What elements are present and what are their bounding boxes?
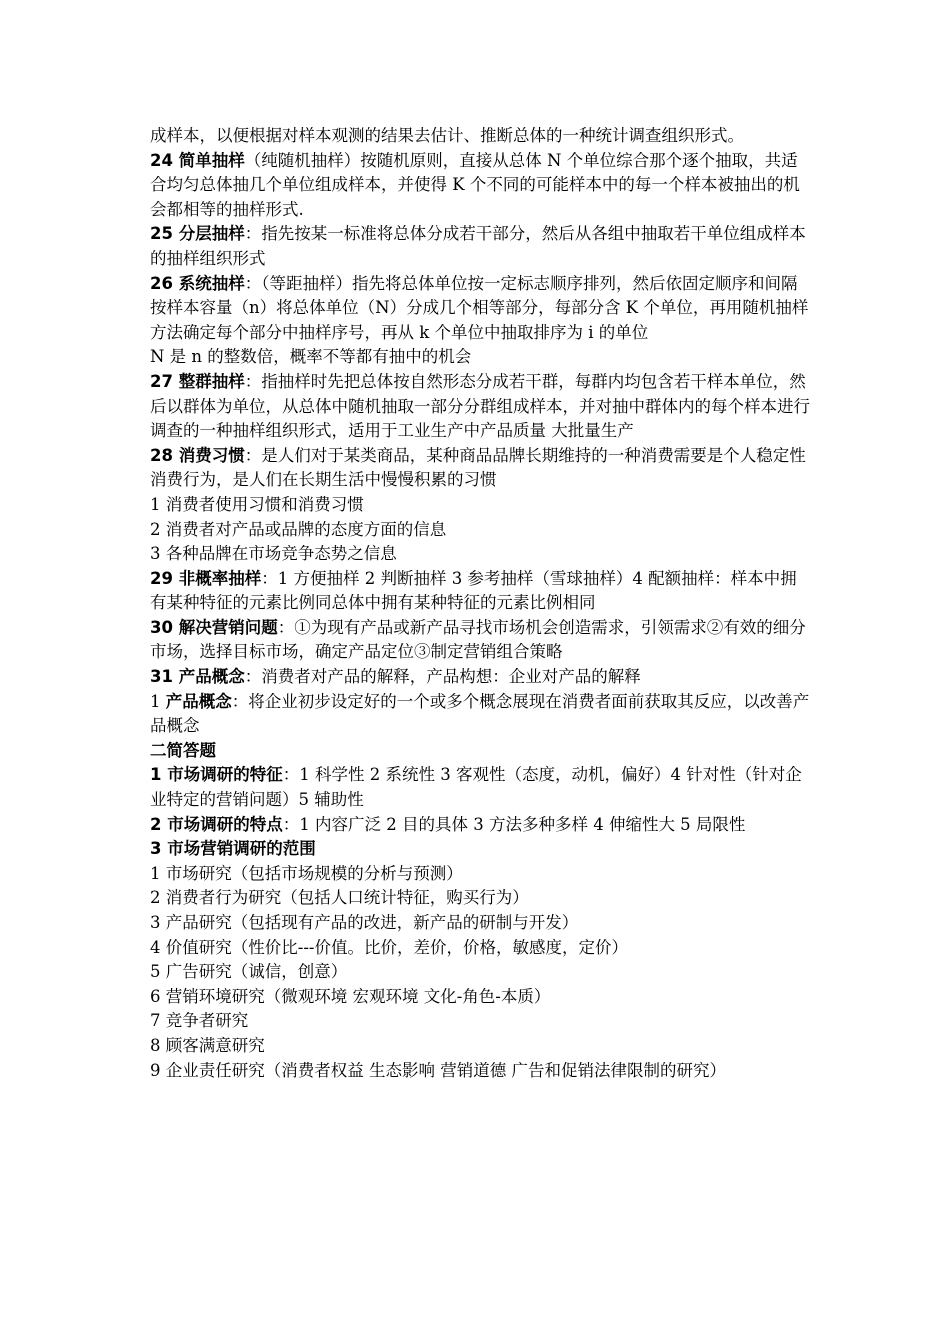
list-item-text: 7 竞争者研究 [150,1011,249,1031]
section-heading: 二简答题 [150,740,216,760]
list-item [150,493,810,518]
paragraph-text: ：指先按某一标准将总体分成若干部分，然后从各组中抽取若干单位组成样本的抽样组织形式 [150,224,806,268]
list-item-text: 4 价值研究（性价比---价值。比价，差价，价格，敏感度，定价） [150,937,628,957]
question-research-scope [150,837,810,862]
list-item [150,1059,810,1084]
term-heading: 28 消费习惯 [150,445,245,465]
list-item [150,862,810,887]
term-heading: 产品概念 [165,691,232,711]
list-item [150,542,810,567]
list-item [150,1009,810,1034]
paragraph-simple-sampling [150,149,810,223]
paragraph-text: N 是 n 的整数倍，概率不等都有抽中的机会 [150,347,472,367]
list-item-text: 3 各种品牌在市场竞争态势之信息 [150,544,397,564]
paragraph-systematic-sampling [150,272,810,346]
paragraph-text: ：1 内容广泛 2 目的具体 3 方法多种多样 4 伸缩性大 5 局限性 [282,814,746,834]
term-heading: 3 市场营销调研的范围 [150,839,316,859]
section-heading-short-answer [150,739,810,764]
term-heading: 26 系统抽样 [150,273,245,293]
paragraph-text: ：将企业初步设定好的一个或多个概念展现在消费者面前获取其反应，以改善产品概念 [150,691,810,736]
paragraph-systematic-note [150,345,810,370]
term-heading: 2 市场调研的特点 [150,814,283,834]
paragraph-text: ：是人们对于某类商品，某种商品品牌长期维持的一种消费需要是个人稳定性消费行为，是人们在长期生活中慢慢积累的习惯 [150,445,806,490]
paragraph-consumption-habit [150,444,810,493]
paragraph-text: ：1 方便抽样 2 判断抽样 3 参考抽样（雪球抽样）4 配额抽样：样本中拥有某种特征的元素比例同总体中拥有某种特征的元素比例相同 [150,568,797,613]
list-item-text: 1 消费者使用习惯和消费习惯 [150,494,364,514]
list-item-text: 2 消费者行为研究（包括人口统计特征，购买行为） [150,888,529,908]
list-item-text: 1 市场研究（包括市场规模的分析与预测） [150,863,463,883]
list-item-text: 5 广告研究（诚信，创意） [150,962,348,982]
paragraph-text: ：（等距抽样）指先将总体单位按一定标志顺序排列，然后依固定顺序和间隔按样本容量（n）将总体单位（N）分成几个相等部分，每部分含 K 个单位，再用随机抽样方法确定每个部分中抽样序号，再从 k 个单位中抽取排序为 i 的单位 [150,273,809,342]
list-item [150,518,810,543]
paragraph-product-concept [150,665,810,690]
paragraph-text: ：1 科学性 2 系统性 3 客观性（态度，动机，偏好）4 针对性（针对企业特定的营销问题）5 辅助性 [150,765,802,810]
list-item-text: 6 营销环境研究（微观环境 宏观环境 文化-角色-本质） [150,986,551,1006]
list-item-text: 9 企业责任研究（消费者权益 生态影响 营销道德 广告和促销法律限制的研究） [150,1060,726,1080]
paragraph-product-concept-test [150,690,810,739]
term-heading: 31 产品概念 [150,667,245,687]
list-item [150,886,810,911]
list-item [150,985,810,1010]
paragraph-text: （纯随机抽样）按随机原则，直接从总体 N 个单位综合那个逐个抽取，共适合均匀总体抽几个单位组成样本，并使得 K 个不同的可能样本中的每一个样本被抽出的机会都相等的抽样形式. [150,150,800,219]
list-item [150,936,810,961]
paragraph-text: ：①为现有产品或新产品寻找市场机会创造需求，引领需求②有效的细分市场，选择目标市场，确定产品定位③制定营销组合策略 [150,617,806,662]
paragraph-cluster-sampling [150,370,810,444]
list-item-text: 8 顾客满意研究 [150,1035,265,1055]
paragraph-nonprobability-sampling [150,567,810,616]
list-number: 1 [150,691,166,711]
paragraph-text: ：指抽样时先把总体按自然形态分成若干群，每群内均包含若干样本单位，然后以群体为单位，从总体中随机抽取一部分分群组成样本，并对抽中群体内的每个样本进行调查的一种抽样组织形式，适用于工业生产中产品质量 大批量生产 [150,371,810,441]
paragraph-text: 成样本，以便根据对样本观测的结果去估计、推断总体的一种统计调查组织形式。 [150,126,744,145]
list-item [150,1034,810,1059]
question-research-characteristics [150,763,810,812]
term-heading: 1 市场调研的特征 [150,765,283,785]
question-research-features [150,813,810,838]
paragraph-marketing-problems [150,616,810,665]
term-heading: 27 整群抽样 [150,371,245,391]
list-item-text: 2 消费者对产品或品牌的态度方面的信息 [150,519,447,539]
term-heading: 24 简单抽样 [150,150,245,170]
list-item [150,911,810,936]
term-heading: 30 解决营销问题 [150,617,278,637]
list-item-text: 3 产品研究（包括现有产品的改进，新产品的研制与开发） [150,913,579,932]
paragraph-stratified-sampling [150,222,810,271]
list-item [150,960,810,985]
paragraph-text: ：消费者对产品的解释，产品构想：企业对产品的解释 [244,667,641,687]
document-page [150,124,810,1083]
term-heading: 25 分层抽样 [150,224,245,244]
term-heading: 29 非概率抽样 [150,568,262,588]
paragraph-sampling-tail [150,124,810,149]
